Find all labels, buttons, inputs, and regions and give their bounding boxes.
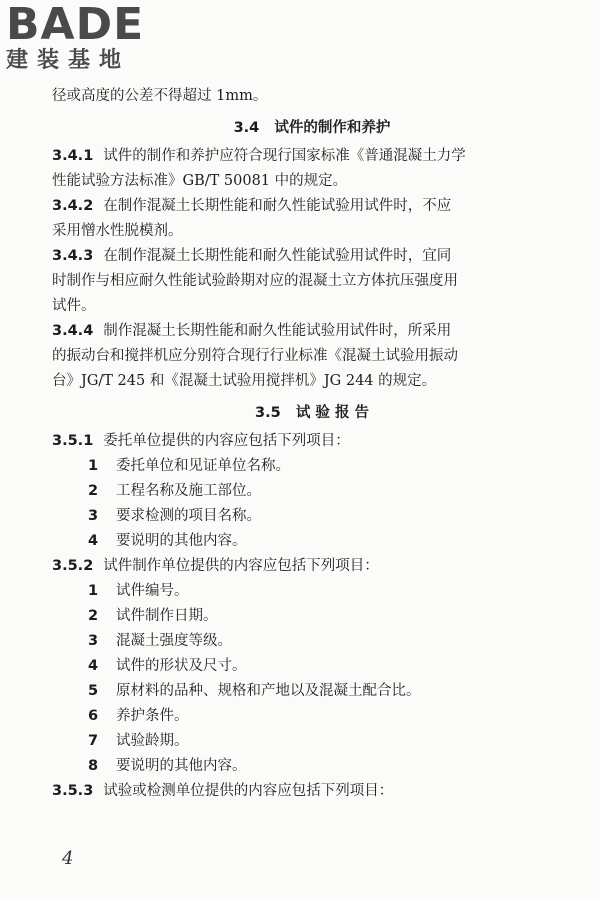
clause-3-4-4 <box>52 319 572 394</box>
list-item: 2 工程名称及施工部位。 <box>88 483 261 499</box>
clause-text: 在制作混凝土长期性能和耐久性能试验用试件时，不应 <box>103 198 452 214</box>
clause-3-4-2 <box>52 194 572 244</box>
section-heading-3-4 <box>52 115 572 140</box>
clause-3-5-2 <box>52 554 572 779</box>
section-number: 3.5 <box>255 405 281 421</box>
clause-3-4-3 <box>52 244 572 319</box>
continuation-text: 径或高度的公差不得超过 1mm。 <box>52 88 268 104</box>
clause-number: 3.5.2 <box>52 558 94 574</box>
section-title: 试件的制作和养护 <box>274 119 391 136</box>
section-heading-3-5 <box>52 400 572 425</box>
list-item: 1 试件编号。 <box>88 583 189 599</box>
clause-text: 试件。 <box>52 298 96 314</box>
clause-text: 采用憎水性脱模剂。 <box>52 223 183 239</box>
list-item: 4 试件的形状及尺寸。 <box>88 658 247 674</box>
clause-text: 的振动台和搅拌机应分别符合现行行业标准《混凝土试验用振动 <box>52 348 458 364</box>
clause-number: 3.4.1 <box>52 148 94 164</box>
clause-text: 试验或检测单位提供的内容应包括下列项目： <box>103 783 394 799</box>
list-item: 5 原材料的品种、规格和产地以及混凝土配合比。 <box>88 683 421 699</box>
clause-number: 3.4.4 <box>52 323 94 339</box>
page-number: 4 <box>62 848 74 869</box>
clause-3-5-3 <box>52 779 572 804</box>
list-item: 6 养护条件。 <box>88 708 189 724</box>
clause-text: 制作混凝土长期性能和耐久性能试验用试件时，所采用 <box>103 323 452 339</box>
clause-text: 台》JG/T 245 和《混凝土试验用搅拌机》JG 244 的规定。 <box>52 373 437 389</box>
section-number: 3.4 <box>233 120 260 136</box>
list-item: 1 委托单位和见证单位名称。 <box>88 458 290 474</box>
clause-text: 时制作与相应耐久性能试验龄期对应的混凝土立方体抗压强度用 <box>52 273 458 289</box>
logo-brand: BADE <box>6 0 145 50</box>
clause-text: 试件的制作和养护应符合现行国家标准《普通混凝土力学 <box>103 148 466 164</box>
section-title: 试 验 报 告 <box>295 404 369 421</box>
logo-subtitle: 建装基地 <box>6 48 131 73</box>
document-page <box>52 84 572 804</box>
clause-number: 3.5.3 <box>52 783 94 799</box>
clause-3-4-1 <box>52 144 572 194</box>
list-item: 3 混凝土强度等级。 <box>88 633 232 649</box>
list-item: 7 试验龄期。 <box>88 733 189 749</box>
list-item: 3 要求检测的项目名称。 <box>88 508 261 524</box>
clause-text: 试件制作单位提供的内容应包括下列项目： <box>103 558 379 574</box>
clause-number: 3.4.2 <box>52 198 94 214</box>
list-item: 2 试件制作日期。 <box>88 608 218 624</box>
clause-number: 3.5.1 <box>52 433 94 449</box>
clause-text: 委托单位提供的内容应包括下列项目： <box>103 433 350 449</box>
list-item: 4 要说明的其他内容。 <box>88 533 247 549</box>
bade-logo <box>6 2 186 73</box>
clause-text: 性能试验方法标准》GB/T 50081 中的规定。 <box>52 173 348 189</box>
clause-3-5-1 <box>52 429 572 554</box>
clause-number: 3.4.3 <box>52 248 94 264</box>
clause-text: 在制作混凝土长期性能和耐久性能试验用试件时，宜同 <box>103 248 452 264</box>
list-item: 8 要说明的其他内容。 <box>88 758 247 774</box>
